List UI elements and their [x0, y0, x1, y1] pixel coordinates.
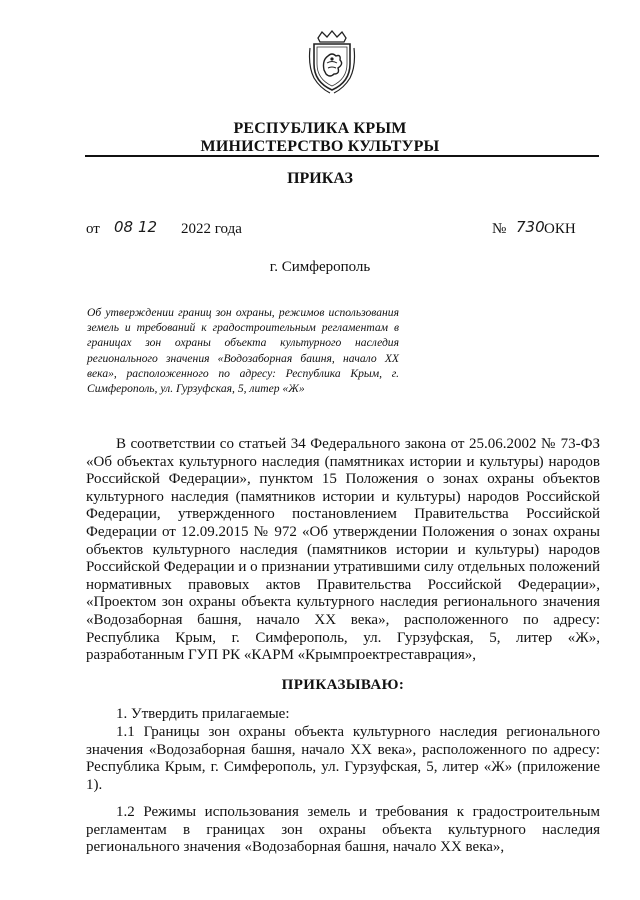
preamble-paragraph: В соответствии со статьей 34 Федерального закона от 25.06.2002 № 73-ФЗ «Об объектах культурного наследия (памятниках истории и культуры) народов Российской Федерации», пунктом 15 Положения о зонах охраны объектов культурного наследия (памятников истории и культуры) народов Российской Федерации, утвержденного постановлением Правительства Российской Федерации от 12.09.2015 № 972 «Об утверждении Положения о зонах охраны объектов культурного наследия (памятников истории и культуры) народов Российской Федерации и о признании утратившими силу отдельных положений нормативных правовых актов Правительства Российской Федерации», «Проектом зон охраны объекта культурного наследия регионального значения «Водозаборная башня, начало XX века», расположенного по адресу: Республика Крым, г. Симферополь, ул. Гурзуфская, 5, литер «Ж», разработанным ГУП РК «КАРМ «Крымпроектреставрация», [86, 436, 600, 664]
handwritten-date-month: 12 [138, 218, 158, 236]
number-sign: № [492, 221, 507, 237]
item-1: 1. Утвердить прилагаемые: [116, 706, 290, 723]
crimea-coat-of-arms-icon [308, 30, 356, 94]
item-1-1: 1.1 Границы зон охраны объекта культурного наследия регионального значения «Водозаборная башня, начало XX века», расположенного по адресу: Республика Крым, г. Симферополь, ул. Гурзуфская, 5, литер «Ж» (приложение 1). [86, 723, 600, 793]
order-title: Об утверждении границ зон охраны, режимов использования земель и требований к градостроительным регламентам в границах зон охраны объекта культурного наследия регионального значения «Водозаборная башня, начало XX века», расположенного по адресу: Республика Крым, г. Симферополь, ул. Гурзуфская, 5, литер «Ж» [87, 306, 399, 396]
order-directive: ПРИКАЗЫВАЮ: [281, 676, 405, 693]
city: г. Симферополь [269, 259, 371, 275]
date-year: 2022 года [181, 221, 242, 237]
header-divider [85, 155, 599, 157]
order-number-suffix: ОКН [544, 221, 576, 237]
item-1-2: 1.2 Режимы использования земель и требования к градостроительным регламентам в границах зон охраны объекта культурного наследия регионального значения «Водозаборная башня, начало XX века», [86, 804, 600, 856]
organization-name-line-2: МИНИСТЕРСТВО КУЛЬТУРЫ [200, 138, 440, 155]
document-type: ПРИКАЗ [287, 170, 353, 187]
date-number-row [86, 218, 602, 243]
handwritten-date-day: 08 [114, 218, 134, 236]
order-body [86, 436, 600, 857]
organization-name-line-1: РЕСПУБЛИКА КРЫМ [233, 120, 407, 137]
handwritten-order-number: 730 [516, 218, 545, 236]
date-prefix: от [86, 221, 100, 237]
